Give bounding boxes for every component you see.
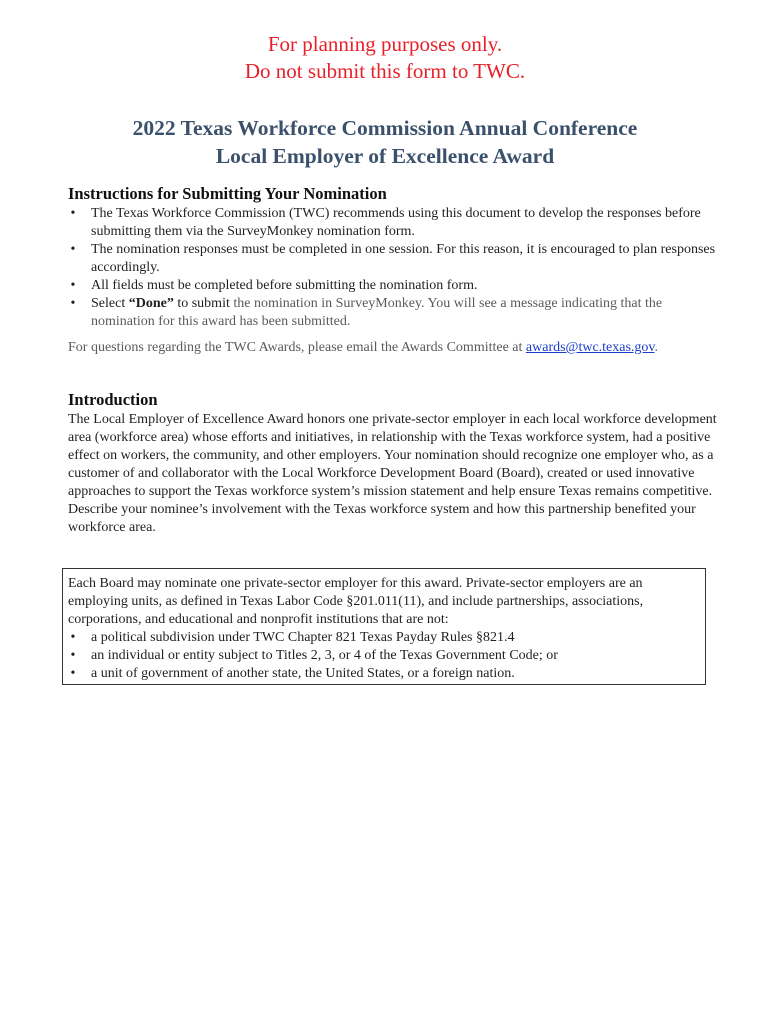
list-item [68,295,718,331]
contact-paragraph [68,339,708,357]
bullet-icon: • [70,666,76,681]
bullet-icon: • [70,648,76,663]
awards-email-link[interactable]: awards@twc.texas.gov [525,340,655,355]
instruction-text: All fields must be completed before submitting the nomination form. [91,278,478,293]
bullet-icon: • [70,630,76,645]
document-title-line1: 2022 Texas Workforce Commission Annual Conference [132,116,638,140]
eligibility-item: a unit of government of another state, the United States, or a foreign nation. [91,666,515,681]
document-title-line2: Local Employer of Excellence Award [215,144,555,168]
done-rest: the nomination in SurveyMonkey. You will see a message indicating that the nomination for this award has been submitted. [91,296,663,329]
eligibility-item: an individual or entity subject to Titles 2, 3, or 4 of the Texas Government Code; or [91,648,558,663]
bullet-icon: • [70,242,76,257]
instruction-text: The Texas Workforce Commission (TWC) recommends using this document to develop the responses before submitting them via the SurveyMonkey nomination form. [91,206,701,239]
instruction-text: The nomination responses must be completed in one session. For this reason, it is encouraged to plan responses accordingly. [91,242,716,275]
contact-suffix: . [654,340,659,355]
list-item [68,647,700,665]
contact-text: For questions regarding the TWC Awards, please email the Awards Committee at [68,340,526,355]
bullet-icon: • [70,296,76,311]
planning-warning-line1: For planning purposes only. [267,32,503,56]
list-item [68,277,718,295]
bullet-icon: • [70,278,76,293]
done-middle: to submit [173,296,230,311]
eligibility-text: Each Board may nominate one private-sector employer for this award. Private-sector employers are an employing units, as defined in Texas Labor Code §201.011(11), and include partnerships, associations, corporations, and educational and nonprofit institutions that are not: [68,576,644,627]
bullet-icon: • [70,206,76,221]
instructions-heading: Instructions for Submitting Your Nomination [68,184,387,203]
introduction-heading: Introduction [68,390,158,409]
eligibility-box [62,568,706,685]
done-keyword: “Done” [128,296,174,311]
list-item [68,205,718,241]
done-prefix: Select [91,296,129,311]
eligibility-item: a political subdivision under TWC Chapter 821 Texas Payday Rules §821.4 [91,630,515,645]
planning-warning-line2: Do not submit this form to TWC. [244,59,526,83]
list-item [68,241,718,277]
list-item [68,665,700,683]
list-item [68,629,700,647]
introduction-body: The Local Employer of Excellence Award honors one private-sector employer in each local workforce development area (workforce area) whose efforts and initiatives, in relationship with the Texas workforce system, had a positive effect on workers, the community, and other employers. Your nomination should recognize one employer who, as a customer of and collaborator with the Local Workforce Development Board (Board), created or used innovative approaches to support the Texas workforce system’s mission statement and help ensure Texas remains competitive. Describe your nominee’s involvement with the Texas workforce system and how this partnership benefited your workforce area. [68,412,717,535]
instructions-list [68,205,718,331]
eligibility-list [68,629,700,683]
